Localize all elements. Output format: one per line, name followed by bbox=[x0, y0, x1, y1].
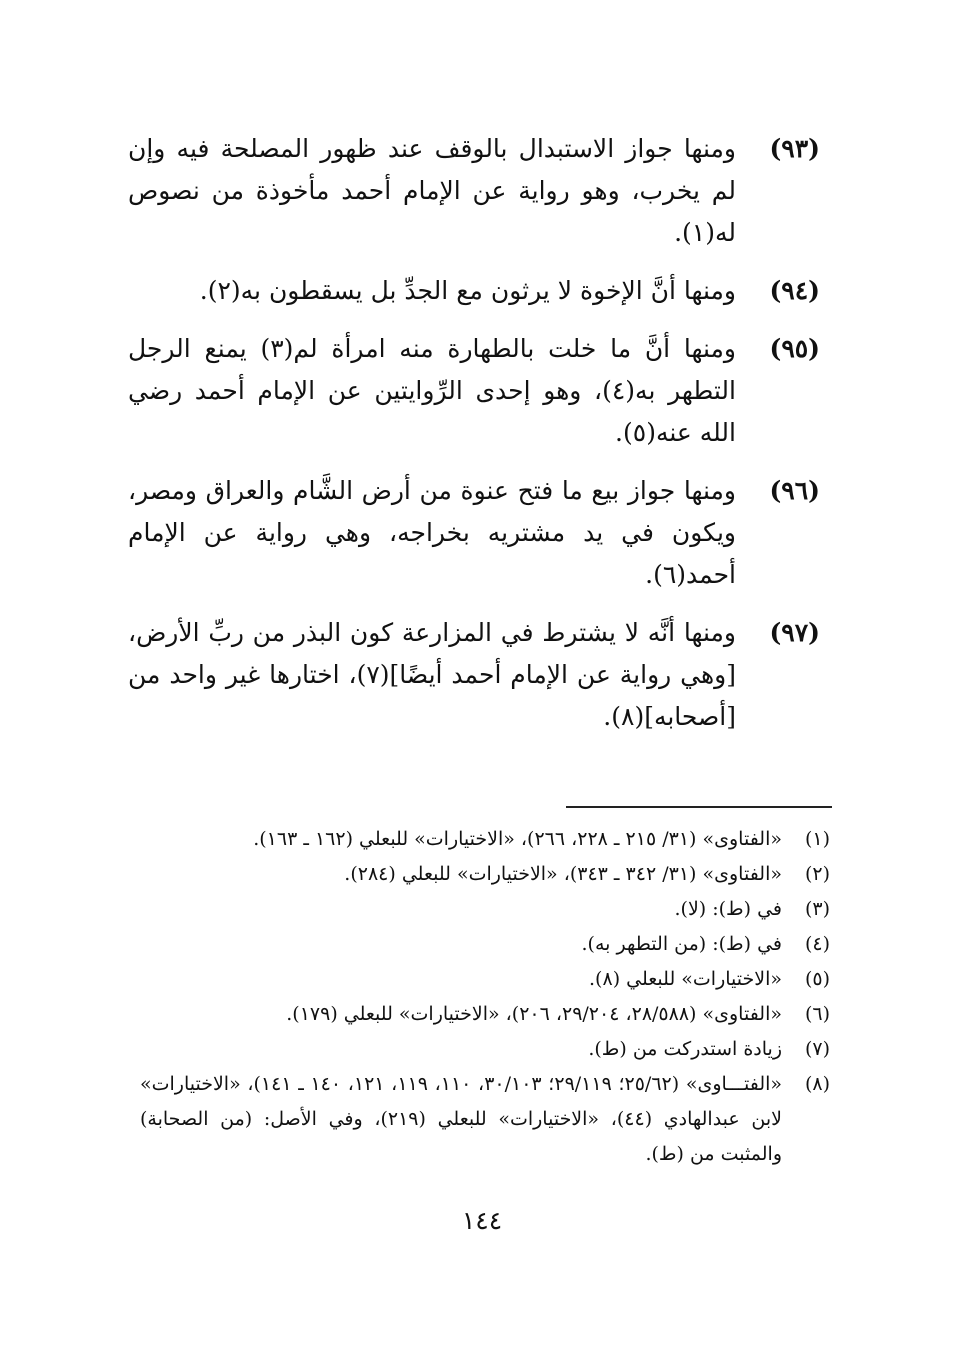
entry-number: (٩٧) bbox=[769, 618, 820, 647]
footnote-text: «الفتاوى» (٢٨/٥٨٨، ٢٩/٢٠٤، ٢٠٦)، «الاختيارات» للبعلي (١٧٩). bbox=[286, 1003, 782, 1025]
entry-text: ومنها جواز بيع ما فتح عنوة من أرض الشَّام والعراق ومصر، ويكون في يد مشتريه بخراجه، وهي رواية عن الإمام أحمد(٦). bbox=[128, 476, 736, 589]
footnote-text: «الفتـــاوى» (٢٥/٦٢؛ ٢٩/١١٩؛ ٣٠/١٠٣، ١١٠، ١١٩، ١٢١، ١٤٠ ـ ١٤١)، «الاختيارات» لابن عبدالهادي (٤٤)، «الاختيارات» للبعلي (٢١٩)، وفي الأصل: (من الصحابة) والمثبت من (ط). bbox=[140, 1073, 783, 1165]
entry-94 bbox=[128, 270, 820, 312]
entry-95 bbox=[128, 328, 820, 454]
footnote-number: (٧) bbox=[804, 1038, 830, 1060]
entry-text: ومنها أنَّه لا يشترط في المزارعة كون البذر من ربِّ الأرض، [وهي رواية عن الإمام أحمد أيضًا](٧)، اختارها غير واحد من [أصحابه](٨). bbox=[128, 618, 736, 731]
footnote-6 bbox=[140, 997, 830, 1032]
footnote-number: (٦) bbox=[804, 1003, 830, 1025]
footnote-3 bbox=[140, 892, 830, 927]
footnote-2 bbox=[140, 857, 830, 892]
footnote-4 bbox=[140, 927, 830, 962]
footnote-text: «الفتاوى» (٣١/ ٢١٥ ـ ٢٢٨، ٢٦٦)، «الاختيارات» للبعلي (١٦٢ ـ ١٦٣). bbox=[253, 828, 782, 850]
entry-number: (٩٦) bbox=[769, 476, 820, 505]
footnote-5 bbox=[140, 962, 830, 997]
footnote-text: «الاختيارات» للبعلي (٨). bbox=[589, 968, 782, 990]
footnote-text: في (ط): (من التطهر به). bbox=[581, 933, 782, 955]
entry-text: ومنها أنَّ الإخوة لا يرثون مع الجدِّ بل يسقطون به(٢). bbox=[199, 276, 736, 305]
entry-text: ومنها أنَّ ما خلت بالطهارة منه امرأة لم(٣) يمنع الرجل التطهر به(٤)، وهو إحدى الرِّوايتين عن الإمام أحمد رضي الله عنه(٥). bbox=[128, 334, 737, 447]
entry-number: (٩٣) bbox=[769, 134, 820, 163]
entry-number: (٩٥) bbox=[769, 334, 821, 363]
footnote-text: في (ط): (لا). bbox=[674, 898, 782, 920]
footnote-divider bbox=[566, 806, 832, 808]
footnotes bbox=[140, 822, 830, 1172]
footnote-number: (٢) bbox=[804, 863, 830, 885]
entry-96 bbox=[128, 470, 820, 596]
footnote-text: زيادة استدركت من (ط). bbox=[588, 1038, 782, 1060]
page-number: ١٤٤ bbox=[461, 1206, 503, 1235]
entry-text: ومنها جواز الاستبدال بالوقف عند ظهور المصلحة فيه وإن لم يخرب، وهو رواية عن الإمام أحمد مأخوذة من نصوص له(١). bbox=[128, 134, 736, 247]
footnote-1 bbox=[140, 822, 830, 857]
footnote-7 bbox=[140, 1032, 830, 1067]
footnote-number: (٨) bbox=[804, 1073, 831, 1095]
footnote-text: «الفتاوى» (٣١/ ٣٤٢ ـ ٣٤٣)، «الاختيارات» للبعلي (٢٨٤). bbox=[344, 863, 782, 885]
entry-97 bbox=[128, 612, 820, 738]
entry-93 bbox=[128, 128, 820, 254]
footnote-number: (١) bbox=[804, 828, 830, 850]
footnote-number: (٣) bbox=[804, 898, 830, 920]
main-text bbox=[128, 128, 820, 754]
footnote-number: (٥) bbox=[804, 968, 830, 990]
footnote-number: (٤) bbox=[804, 933, 830, 955]
entry-number: (٩٤) bbox=[769, 276, 820, 305]
footnote-8 bbox=[140, 1067, 830, 1172]
